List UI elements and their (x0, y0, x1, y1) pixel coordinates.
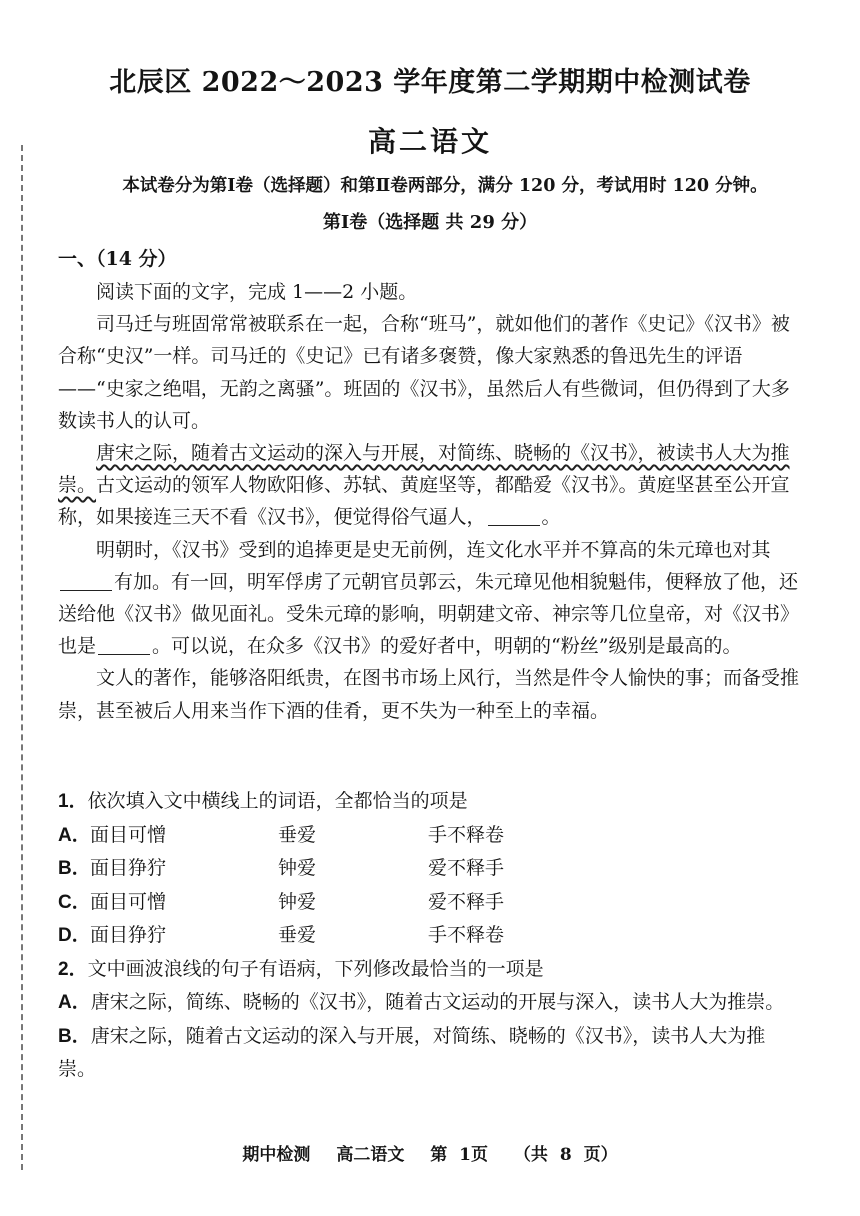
q2-option-b (58, 1020, 800, 1087)
option-label: A． (58, 992, 91, 1013)
option-word-3: 爱不释手 (428, 857, 505, 879)
option-word-2: 垂爱 (278, 823, 317, 846)
passage-paragraph-3 (58, 534, 800, 663)
paragraph-3-part-c: 。可以说，在众多《汉书》的爱好者中，明朝的“粉丝”级别是最高的。 (152, 635, 742, 658)
q1-option-c (58, 886, 800, 920)
q1-option-b (58, 852, 800, 886)
wavy-underlined-sentence: 唐宋之际，随着古文运动的深入与开展，对简练、晓畅的《汉书》，被读书人大为推崇。 (58, 442, 790, 497)
option-label: C． (58, 891, 91, 913)
option-word-3: 手不释卷 (428, 924, 505, 946)
option-word-2: 垂爱 (278, 924, 317, 946)
question-1-number: 1． (58, 791, 88, 812)
fill-blank-2 (60, 571, 112, 591)
exam-title: 北辰区 2022～2023 学年度第二学期期中检测试卷 (109, 67, 751, 98)
option-text: 唐宋之际，简练、晓畅的《汉书》，随着古文运动的开展与深入，读书人大为推崇。 (90, 991, 785, 1013)
passage-paragraph-2 (58, 437, 800, 534)
section-heading: 一、（14 分） (58, 248, 177, 270)
option-word-1: 面目狰狞 (90, 924, 167, 946)
option-word-1: 面目可憎 (90, 890, 167, 913)
question-2-stem: 文中画波浪线的句子有语病，下列修改最恰当的一项是 (87, 957, 544, 980)
option-word-1: 面目狰狞 (90, 857, 167, 879)
fill-blank-1 (488, 506, 540, 526)
footer-subject: 高二语文 (336, 1145, 405, 1165)
paragraph-3-part-a: 明朝时，《汉书》受到的追捧更是史无前例，连文化水平并不算高的朱元璋也对其 (96, 538, 771, 561)
exam-subject: 高二语文 (367, 125, 492, 158)
option-text: 唐宋之际，随着古文运动的深入与开展，对简练、晓畅的《汉书》，读书人大为推崇。 (58, 1024, 766, 1080)
questions-area (58, 785, 800, 1087)
footer-page-total: （共 8 页） (513, 1145, 618, 1165)
option-label: D． (58, 925, 91, 946)
passage-instruction: 阅读下面的文字，完成 1——2 小题。 (96, 281, 418, 303)
footer-exam: 期中检测 (242, 1145, 311, 1165)
footer-page-number: 第 1页 (430, 1145, 488, 1165)
paragraph-3-part-b: 有加。有一回，明军俘虏了元朝官员郭云，朱元璋见他相貌魁伟，便释放了他，还送给他《汉书》做见面礼。受朱元璋的影响，明朝建文帝、神宗等几位皇帝，对《汉书》也是 (58, 570, 800, 658)
question-1 (58, 785, 800, 819)
question-2-number: 2． (58, 958, 88, 980)
question-2 (58, 953, 800, 987)
exam-instructions: 本试卷分为第Ⅰ卷（选择题）和第Ⅱ卷两部分，满分 120 分，考试用时 120 分钟。 (122, 176, 768, 196)
q2-option-a (58, 986, 800, 1020)
q1-option-d (58, 919, 800, 953)
option-word-1: 面目可憎 (90, 823, 167, 846)
option-label: A． (58, 824, 91, 846)
option-label: B． (58, 858, 91, 879)
paragraph-2-text: 古文运动的领军人物欧阳修、苏轼、黄庭坚等，都酷爱《汉书》。黄庭坚甚至公开宣称，如果接连三天不看《汉书》，便觉得俗气逼人， (58, 474, 790, 529)
passage-paragraph-1: 司马迁与班固常常被联系在一起，合称“班马”，就如他们的著作《史记》《汉书》被合称“史汉”一样。司马迁的《史记》已有诸多褒赞，像大家熟悉的鲁迅先生的评语——“史家之绝唱，无韵之离骚”。班固的《汉书》，虽然后人有些微词，但仍得到了大多数读书人的认可。 (58, 313, 790, 432)
option-word-2: 钟爱 (278, 857, 317, 879)
option-word-3: 手不释卷 (428, 823, 505, 846)
page-footer (0, 1140, 860, 1165)
binding-cut-line (21, 145, 23, 1170)
option-label: B． (58, 1025, 91, 1047)
option-word-2: 钟爱 (278, 890, 317, 913)
question-1-stem: 依次填入文中横线上的词语，全都恰当的项是 (87, 790, 468, 812)
q1-option-a (58, 819, 800, 853)
paragraph-2-end: 。 (541, 506, 561, 529)
passage-paragraph-4: 文人的著作，能够洛阳纸贵，在图书市场上风行，当然是件令人愉快的事；而备受推崇，甚至被后人用来当作下酒的佳肴，更不失为一种至上的幸福。 (58, 667, 800, 722)
part-one-title: 第Ⅰ卷（选择题 共 29 分） (322, 212, 538, 233)
reading-passage (58, 276, 800, 727)
option-word-3: 爱不释手 (428, 890, 505, 913)
fill-blank-3 (98, 635, 150, 655)
